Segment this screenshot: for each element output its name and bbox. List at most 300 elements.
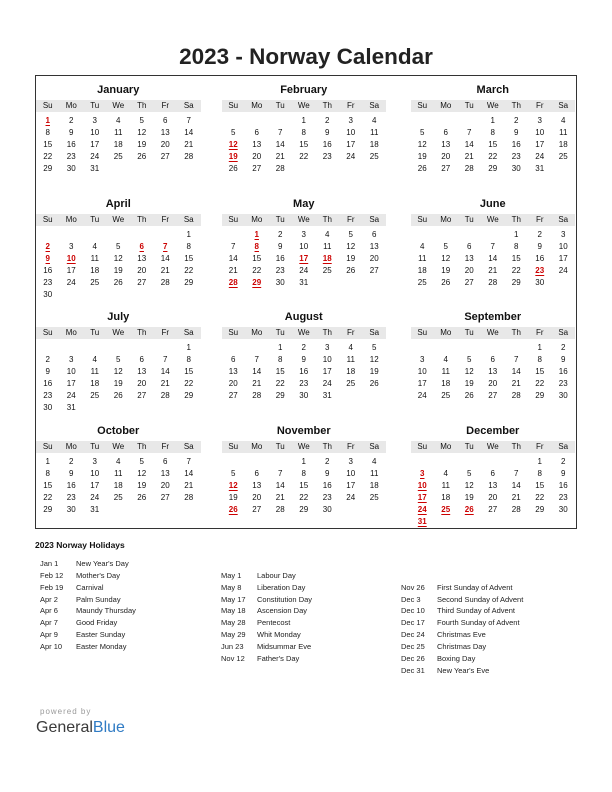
calendar-date: 25 [417, 277, 427, 287]
week-row [222, 366, 387, 378]
weekday-label: Sa [369, 101, 380, 110]
calendar-date: 6 [467, 241, 472, 251]
calendar-date: 29 [43, 505, 53, 515]
calendar-date: 1 [537, 457, 542, 467]
month-title: June [479, 197, 506, 210]
calendar-date: 4 [561, 116, 566, 125]
month-title: December [466, 425, 520, 438]
calendar-date: 5 [348, 229, 353, 239]
calendar-date: 26 [417, 164, 427, 173]
calendar-date: 10 [90, 469, 100, 479]
weekday-label: We [486, 101, 499, 110]
empty-day-cell [83, 342, 107, 354]
holiday-list-item [40, 605, 136, 617]
calendar-date: 18 [90, 265, 100, 275]
calendar-date: 25 [441, 391, 451, 401]
calendar-date: 16 [558, 367, 568, 377]
holiday-date-label: May 28 [221, 618, 246, 628]
calendar-date: 29 [43, 164, 53, 173]
calendar-date: 17 [535, 140, 545, 149]
calendar-date: 9 [514, 128, 519, 137]
weekday-label: Su [228, 214, 239, 224]
calendar-date: 29 [535, 391, 545, 401]
week-row [222, 480, 387, 492]
week-row [222, 378, 387, 390]
calendar-date: 16 [322, 140, 332, 149]
calendar-date: 25 [369, 152, 379, 161]
calendar-date: 22 [43, 152, 53, 161]
calendar-date: 24 [66, 391, 76, 401]
calendar-date: 17 [417, 379, 427, 389]
calendar-date: 7 [467, 128, 472, 137]
empty-day-cell [245, 456, 269, 468]
calendar-date: 31 [90, 164, 100, 173]
calendar-date: 13 [137, 367, 147, 377]
holiday-name: Maundy Thursday [76, 606, 136, 616]
calendar-date: 4 [372, 457, 377, 467]
calendar-date: 23 [558, 379, 568, 389]
holiday-list-column [40, 558, 136, 653]
week-row [411, 342, 576, 354]
calendar-date: 21 [511, 379, 521, 389]
calendar-date: 25 [113, 152, 123, 161]
month-title: September [464, 311, 522, 324]
weekday-label: Tu [275, 442, 285, 452]
holiday-list-item [401, 605, 523, 617]
calendar-date: 9 [278, 241, 283, 251]
calendar-date: 19 [228, 493, 238, 503]
calendar-date: 30 [322, 505, 332, 515]
holiday-date: 28 [228, 277, 238, 287]
holiday-date-label: May 18 [221, 606, 246, 616]
weekday-label: Th [322, 214, 332, 224]
holiday-date: 26 [228, 505, 238, 515]
calendar-date: 21 [184, 481, 194, 491]
week-row [36, 277, 201, 289]
calendar-date: 4 [325, 229, 330, 239]
calendar-date: 3 [561, 229, 566, 239]
weekday-label: Tu [464, 101, 474, 110]
calendar-date: 18 [113, 481, 123, 491]
calendar-date: 8 [45, 469, 50, 479]
calendar-date: 22 [275, 379, 285, 389]
calendar-date: 10 [346, 128, 356, 137]
calendar-date: 1 [490, 116, 495, 125]
empty-day-cell [434, 342, 458, 354]
weekday-label: Tu [90, 214, 100, 224]
weekday-label: Th [137, 328, 147, 338]
calendar-date: 14 [488, 253, 498, 263]
calendar-date: 30 [558, 391, 568, 401]
weekday-label: Tu [464, 328, 474, 338]
calendar-date: 13 [488, 481, 498, 491]
weekday-label: Sa [183, 214, 194, 224]
calendar-date: 6 [231, 355, 236, 365]
calendar-date: 4 [92, 355, 97, 365]
weekday-label: Mo [440, 101, 452, 110]
holiday-date: 10 [417, 481, 427, 491]
calendar-date: 16 [299, 367, 309, 377]
week-row [411, 127, 576, 139]
month-november [222, 422, 387, 528]
calendar-date: 2 [325, 457, 330, 467]
calendar-date: 22 [488, 152, 498, 161]
calendar-date: 16 [511, 140, 521, 149]
holiday-date: 12 [228, 481, 238, 491]
calendar-date: 14 [160, 253, 170, 263]
holiday-name: Liberation Day [257, 582, 306, 592]
calendar-date: 15 [299, 481, 309, 491]
weekday-label: Fr [161, 101, 170, 110]
empty-day-cell [154, 342, 178, 354]
calendar-date: 24 [299, 265, 309, 275]
calendar-date: 11 [90, 367, 99, 377]
calendar-date: 2 [69, 116, 74, 125]
empty-day-cell [411, 229, 435, 241]
calendar-date: 20 [160, 140, 170, 149]
calendar-date: 2 [278, 229, 283, 239]
month-title: August [284, 311, 323, 324]
week-row [222, 342, 387, 354]
calendar-date: 29 [488, 164, 498, 173]
empty-day-cell [222, 456, 246, 468]
holiday-name: Third Sunday of Advent [437, 606, 515, 616]
weekday-header-row [411, 441, 576, 453]
week-row [222, 151, 387, 163]
weekday-header-row [222, 441, 387, 453]
week-row [411, 151, 576, 163]
calendar-date: 27 [488, 391, 498, 401]
calendar-date: 14 [184, 128, 194, 137]
month-title: April [105, 197, 131, 210]
calendar-date: 1 [301, 457, 306, 467]
holiday-date-label: May 29 [221, 630, 246, 640]
calendar-date: 29 [535, 505, 545, 515]
holiday-list-item [40, 629, 136, 641]
calendar-date: 20 [441, 152, 451, 161]
calendar-date: 26 [346, 265, 356, 275]
calendar-date: 5 [372, 343, 377, 353]
empty-day-cell [505, 342, 529, 354]
calendar-date: 21 [252, 379, 262, 389]
weekday-label: Tu [275, 328, 285, 338]
calendar-date: 11 [418, 253, 427, 263]
weekday-label: Tu [275, 101, 285, 110]
calendar-date: 22 [511, 265, 521, 275]
calendar-date: 28 [511, 391, 521, 401]
holiday-list-item [40, 641, 136, 653]
calendar-date: 7 [490, 241, 495, 251]
weekday-header-row [411, 100, 576, 112]
calendar-date: 20 [137, 265, 147, 275]
calendar-date: 8 [45, 128, 50, 137]
weekday-label: Su [228, 442, 239, 452]
empty-day-cell [481, 342, 505, 354]
calendar-date: 27 [228, 391, 238, 401]
calendar-date: 20 [252, 152, 262, 161]
weekday-label: Fr [346, 214, 355, 224]
empty-day-cell [107, 229, 131, 241]
week-row [36, 241, 201, 253]
week-row [411, 390, 576, 402]
holiday-date-label: Apr 6 [40, 606, 58, 616]
week-row [36, 265, 201, 277]
holiday-name: Pentecost [257, 618, 291, 628]
calendar-date: 24 [346, 493, 356, 503]
calendar-date: 16 [66, 481, 76, 491]
calendar-date: 30 [558, 505, 568, 515]
weekday-label: Su [417, 442, 428, 452]
calendar-date: 24 [66, 277, 76, 287]
calendar-date: 30 [43, 403, 53, 413]
holiday-date-label: Feb 12 [40, 570, 64, 580]
calendar-date: 10 [66, 367, 76, 377]
calendar-date: 28 [275, 164, 285, 173]
empty-day-cell [411, 342, 435, 354]
holiday-date: 6 [139, 241, 144, 251]
empty-day-cell [269, 115, 293, 127]
weekday-label: Fr [161, 214, 170, 224]
week-row [222, 390, 340, 402]
weekday-label: We [297, 442, 310, 452]
holiday-list-item [221, 570, 312, 582]
week-row [222, 277, 316, 289]
calendar-date: 15 [184, 253, 194, 263]
calendar-date: 1 [186, 343, 191, 353]
weekday-label: Mo [440, 214, 452, 224]
calendar-date: 27 [137, 391, 147, 401]
weekday-header-row [222, 327, 387, 339]
calendar-date: 28 [464, 164, 474, 173]
month-title: March [476, 84, 509, 96]
calendar-date: 10 [558, 241, 568, 251]
holiday-list-item [221, 605, 312, 617]
month-title: October [97, 425, 140, 438]
calendar-date: 5 [443, 241, 448, 251]
week-row [411, 253, 576, 265]
week-row [411, 516, 435, 528]
calendar-date: 26 [113, 277, 123, 287]
weekday-label: We [112, 214, 125, 224]
week-row [222, 139, 387, 151]
empty-day-cell [245, 115, 269, 127]
calendar-date: 6 [254, 469, 259, 479]
calendar-date: 3 [420, 355, 425, 365]
calendar-date: 16 [558, 481, 568, 491]
calendar-date: 9 [45, 367, 50, 377]
holiday-name: Christmas Eve [437, 630, 486, 640]
holiday-date-label: Feb 19 [40, 582, 64, 592]
weekday-label: Mo [440, 442, 452, 452]
calendar-date: 9 [69, 128, 74, 137]
week-row [411, 277, 552, 289]
calendar-date: 22 [299, 493, 309, 503]
calendar-date: 18 [558, 140, 568, 149]
calendar-date: 17 [90, 140, 100, 149]
calendar-date: 13 [488, 367, 498, 377]
calendar-date: 19 [113, 379, 123, 389]
weekday-header-row [411, 214, 576, 226]
calendar-date: 20 [488, 379, 498, 389]
calendar-date: 12 [441, 253, 451, 263]
weekday-label: Sa [369, 214, 380, 224]
weekday-label: Su [42, 101, 53, 110]
calendar-date: 14 [511, 481, 521, 491]
weekday-label: Th [322, 101, 332, 110]
calendar-date: 19 [369, 367, 379, 377]
calendar-date: 2 [537, 229, 542, 239]
calendar-date: 9 [325, 128, 330, 137]
weekday-label: Fr [346, 442, 355, 452]
empty-day-cell [245, 342, 269, 354]
calendar-date: 24 [90, 493, 100, 503]
calendar-date: 4 [372, 116, 377, 125]
calendar-date: 25 [113, 493, 123, 503]
weekday-label: Mo [65, 214, 77, 224]
calendar-date: 10 [90, 128, 100, 137]
holiday-date-label: May 8 [221, 582, 242, 592]
calendar-date: 23 [275, 265, 285, 275]
week-row [222, 468, 387, 480]
calendar-date: 4 [116, 116, 121, 125]
empty-day-cell [269, 456, 293, 468]
calendar-date: 17 [90, 481, 100, 491]
calendar-date: 12 [464, 481, 474, 491]
calendar-date: 23 [43, 391, 53, 401]
holiday-name: Boxing Day [437, 653, 476, 663]
week-row [411, 354, 576, 366]
calendar-date: 24 [417, 391, 427, 401]
calendar-date: 31 [66, 403, 76, 413]
week-row [36, 229, 201, 241]
calendar-date: 18 [369, 481, 379, 491]
weekday-label: Fr [535, 442, 544, 452]
calendar-date: 12 [113, 367, 123, 377]
calendar-date: 12 [137, 469, 147, 479]
week-row [36, 354, 201, 366]
calendar-date: 16 [535, 253, 545, 263]
holiday-list-item [221, 641, 312, 653]
holiday-name: Good Friday [76, 618, 118, 628]
calendar-date: 30 [535, 277, 545, 287]
calendar-date: 10 [299, 241, 309, 251]
calendar-date: 3 [92, 116, 97, 125]
weekday-label: Th [322, 328, 332, 338]
calendar-date: 22 [184, 379, 194, 389]
month-august [222, 308, 387, 414]
calendar-date: 24 [346, 152, 356, 161]
month-march [411, 81, 576, 187]
calendar-date: 7 [514, 469, 519, 479]
week-row [411, 229, 576, 241]
month-june [411, 195, 576, 301]
calendar-date: 3 [301, 229, 306, 239]
week-row [36, 115, 201, 127]
calendar-date: 25 [346, 379, 356, 389]
month-title: January [97, 84, 140, 96]
holiday-list-item [40, 558, 136, 570]
calendar-date: 19 [464, 493, 474, 503]
calendar-date: 12 [369, 355, 379, 365]
calendar-date: 1 [45, 457, 50, 467]
calendar-date: 12 [417, 140, 427, 149]
calendar-date: 18 [369, 140, 379, 149]
empty-day-cell [458, 115, 482, 127]
holiday-list-item [401, 665, 523, 677]
weekday-label: Sa [558, 214, 569, 224]
calendar-date: 13 [441, 140, 451, 149]
weekday-label: Sa [558, 328, 569, 338]
holiday-date-label: Dec 17 [401, 618, 425, 628]
calendar-date: 22 [299, 152, 309, 161]
calendar-date: 5 [467, 355, 472, 365]
holiday-list-item [40, 570, 136, 582]
week-row [36, 163, 107, 175]
calendar-date: 28 [184, 493, 194, 503]
weekday-label: Su [417, 101, 428, 110]
holidays-heading: 2023 Norway Holidays [35, 540, 125, 550]
calendar-date: 16 [43, 379, 53, 389]
calendar-date: 17 [558, 253, 568, 263]
calendar-date: 9 [561, 469, 566, 479]
weekday-label: Th [137, 442, 147, 452]
holiday-list-item [40, 582, 136, 594]
holiday-list-item [401, 641, 523, 653]
calendar-date: 10 [417, 367, 427, 377]
empty-day-cell [458, 456, 482, 468]
weekday-label: Fr [346, 101, 355, 110]
holiday-list-item [221, 629, 312, 641]
weekday-label: Mo [251, 442, 263, 452]
calendar-date: 13 [369, 241, 379, 251]
weekday-label: Mo [251, 328, 263, 338]
calendar-date: 13 [252, 481, 262, 491]
week-row [222, 127, 387, 139]
weekday-label: Th [511, 214, 521, 224]
holiday-name: Easter Monday [76, 641, 127, 651]
calendar-date: 4 [116, 457, 121, 467]
holiday-name: Easter Sunday [76, 630, 126, 640]
calendar-date: 28 [252, 391, 262, 401]
calendar-date: 8 [278, 355, 283, 365]
weekday-label: Sa [369, 328, 380, 338]
calendar-date: 8 [186, 241, 191, 251]
calendar-date: 23 [511, 152, 521, 161]
calendar-date: 18 [441, 379, 451, 389]
holiday-date-label: Dec 24 [401, 630, 425, 640]
holiday-date: 12 [228, 140, 238, 149]
calendar-date: 23 [43, 277, 53, 287]
calendar-date: 20 [369, 253, 379, 263]
holiday-date: 17 [417, 493, 427, 503]
calendar-date: 16 [275, 253, 285, 263]
weekday-label: Th [137, 101, 147, 110]
weekday-header-row [36, 100, 201, 112]
weekday-label: Su [42, 214, 53, 224]
calendar-date: 2 [69, 457, 74, 467]
calendar-date: 13 [228, 367, 238, 377]
calendar-date: 27 [160, 493, 170, 503]
weekday-label: Tu [90, 101, 100, 110]
weekday-label: Th [322, 442, 332, 452]
calendar-date: 17 [66, 265, 76, 275]
calendar-date: 23 [299, 379, 309, 389]
calendar-date: 9 [325, 469, 330, 479]
calendar-date: 3 [348, 457, 353, 467]
holiday-list-item [221, 653, 312, 665]
weekday-label: We [297, 101, 310, 110]
calendar-date: 18 [346, 367, 356, 377]
